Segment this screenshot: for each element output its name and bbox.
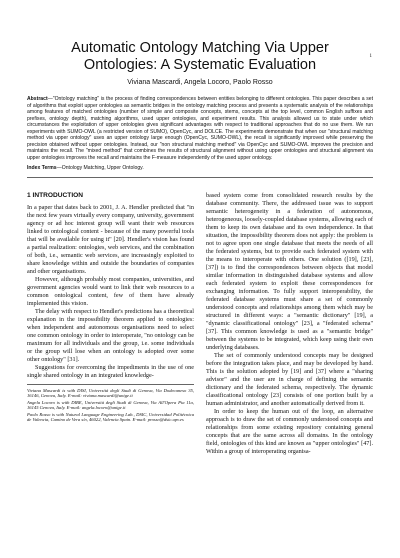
abstract-label: Abstract (27, 96, 48, 102)
paper-page (0, 40, 400, 558)
footnote: Paolo Rosso is with Natural Language Engineering Lab., DSIC, Universidad Politécnica de Valencia, Camino de Vera s/n, 46022, Valencia Spain. E-mail: prosso@dsic.upv.es (27, 411, 194, 423)
paragraph: The set of commonly understood concepts may be designed before the integration takes place, and may be developed by hand. This is the solution adopted by [19] and [37] where a "sharing advisor" and the user are in charge of defining the semantic dictionary and the federated schema, respectively. The dynamic classificational ontology [23] consists of one portion built by a human administrator, and another automatically derived from it. (206, 351, 373, 407)
page-number: 1 (369, 54, 372, 59)
section-heading: 1 INTRODUCTION (27, 191, 84, 199)
body-columns (27, 192, 373, 456)
abstract-divider (27, 177, 373, 178)
right-column (206, 192, 373, 456)
index-terms-text: —Ontology Matching, Upper Ontology. (56, 165, 144, 171)
paragraph: In order to keep the human out of the loop, an alternative approach is to draw the set of commonly understood concepts and relationships from some existing repository containing general concepts that are the same across all domains. In the ontology field, ontologies of this kind are known as "upper ontologies" [47]. Within a group of interoperating organisa- (206, 407, 373, 455)
paragraph: However, although probably most companies, universities, and government agencies would want to link their web resources to a common ontological content, few of them have already implemented this vision. (27, 275, 194, 307)
title-line-2: Ontologies: A Systematic Evaluation (83, 57, 317, 73)
paragraph: In a paper that dates back to 2001, J. A. Hendler predicted that "in the next few years virtually every company, university, government agency or ad hoc interest group will want their web resources linked to ontological content - because of the many powerful tools that will be available for using it" [20]. Hendler's vision has found a partial realization: ontologies, web services, and the combination of both, i.e., semantic web services, are increasingly exploited to share knowledge within and outside the boundaries of companies and other organisations. (27, 203, 194, 275)
title-line-1: Automatic Ontology Matching Via Upper (71, 40, 329, 56)
paragraph: The delay with respect to Hendler's predictions has a theoretical explanation in the impossibility theorem applied to ontologies: when independent and autonomous organisations need to select one common ontology in order to interoperate, "no ontology can be maximum for all individuals and the group, i.e. some individuals or the group will lose when an ontology is adopted over some other ontology" [31]. (27, 307, 194, 363)
author-list: Viviana Mascardi, Angela Locoro, Paolo Rosso (127, 79, 273, 86)
paragraph: Suggestions for overcoming the impediments in the use of one single shared ontology in an integrated knowledge- (27, 363, 194, 379)
author-footnotes (27, 384, 194, 424)
left-column (27, 192, 194, 456)
index-terms-label: Index Terms (27, 165, 57, 171)
abstract-text: —"Ontology matching" is the process of finding correspondences between entities belonging to different ontologies. This paper describes a set of algorithms that exploit upper ontologies as semantic bridges in the ontology matching process and presents a systematic analysis of the relationships among features of matched ontologies (number of simple and composite concepts, stems, concepts at the top level, common English suffixes and prefixes, ontology depth), matching algorithms, used upper ontologies, and experiment results. This analysis allowed us to state under which circumstances the exploitation of upper ontologies gives significant advantages with respect to traditional approaches that do no use them. We run experiments with SUMO-OWL (a restricted version of SUMO), OpenCyc, and DOLCE. The experiments demonstrate that when our "structural matching method via upper ontology" uses an upper ontology large enough (OpenCyc, SUMO-OWL), the recall is significantly improved while preserving the precision obtained without upper ontologies. Instead, our "non structural matching method" via OpenCyc and SUMO-OWL improves the precision and maintains the recall. The "mixed method" that combines the results of structural alignment without using upper ontologies and structural alignment via upper ontologies improves the recall and maintains the F-measure independently of the used upper ontology. (27, 96, 373, 161)
footnote: Angela Locoro is with DIBE, Università degli Studi di Genova, Via All'Opera Pia 11a, 16145 Genova, Italy. E-mail: angela.locoro@unige.it (27, 399, 194, 411)
paragraph: based system come from consolidated research results by the database community. There, the addressed issue was to support semantic heterogeneity in a federation of autonomous, heterogeneous, loosely-coupled database systems, allowing each of them to keep its own database and its own independence. In that situation, the impossibility theorem does not apply: the problem is not to agree upon one single database that meets the needs of all the federated systems, but to provide each federated system with the means to interoperate with others. One solution ([19], [23], [37]) is to find the correspondences between objects that model similar information in distinguished database systems and allow each federated system to exploit these correspondences for exchanging information. To fully support interoperability, the federated database systems must share a set of commonly understood concepts and relationships among them which may be structured in different ways: a "semantic dictionary" [19], a "dynamic classificational ontology" [23], a "federated schema" [37]. This common knowledge is used as a "semantic bridge" between the systems to be integrated, which keep using their own underlying databases. (206, 191, 373, 351)
index-terms (27, 165, 373, 172)
paper-title (27, 40, 373, 74)
footnote: Viviana Mascardi is with DISI, Università degli Studi di Genova, Via Dodecaneso 35, 16146, Genova, Italy. E-mail: viviana.mascardi@unige.it (27, 387, 194, 399)
abstract (27, 96, 373, 161)
